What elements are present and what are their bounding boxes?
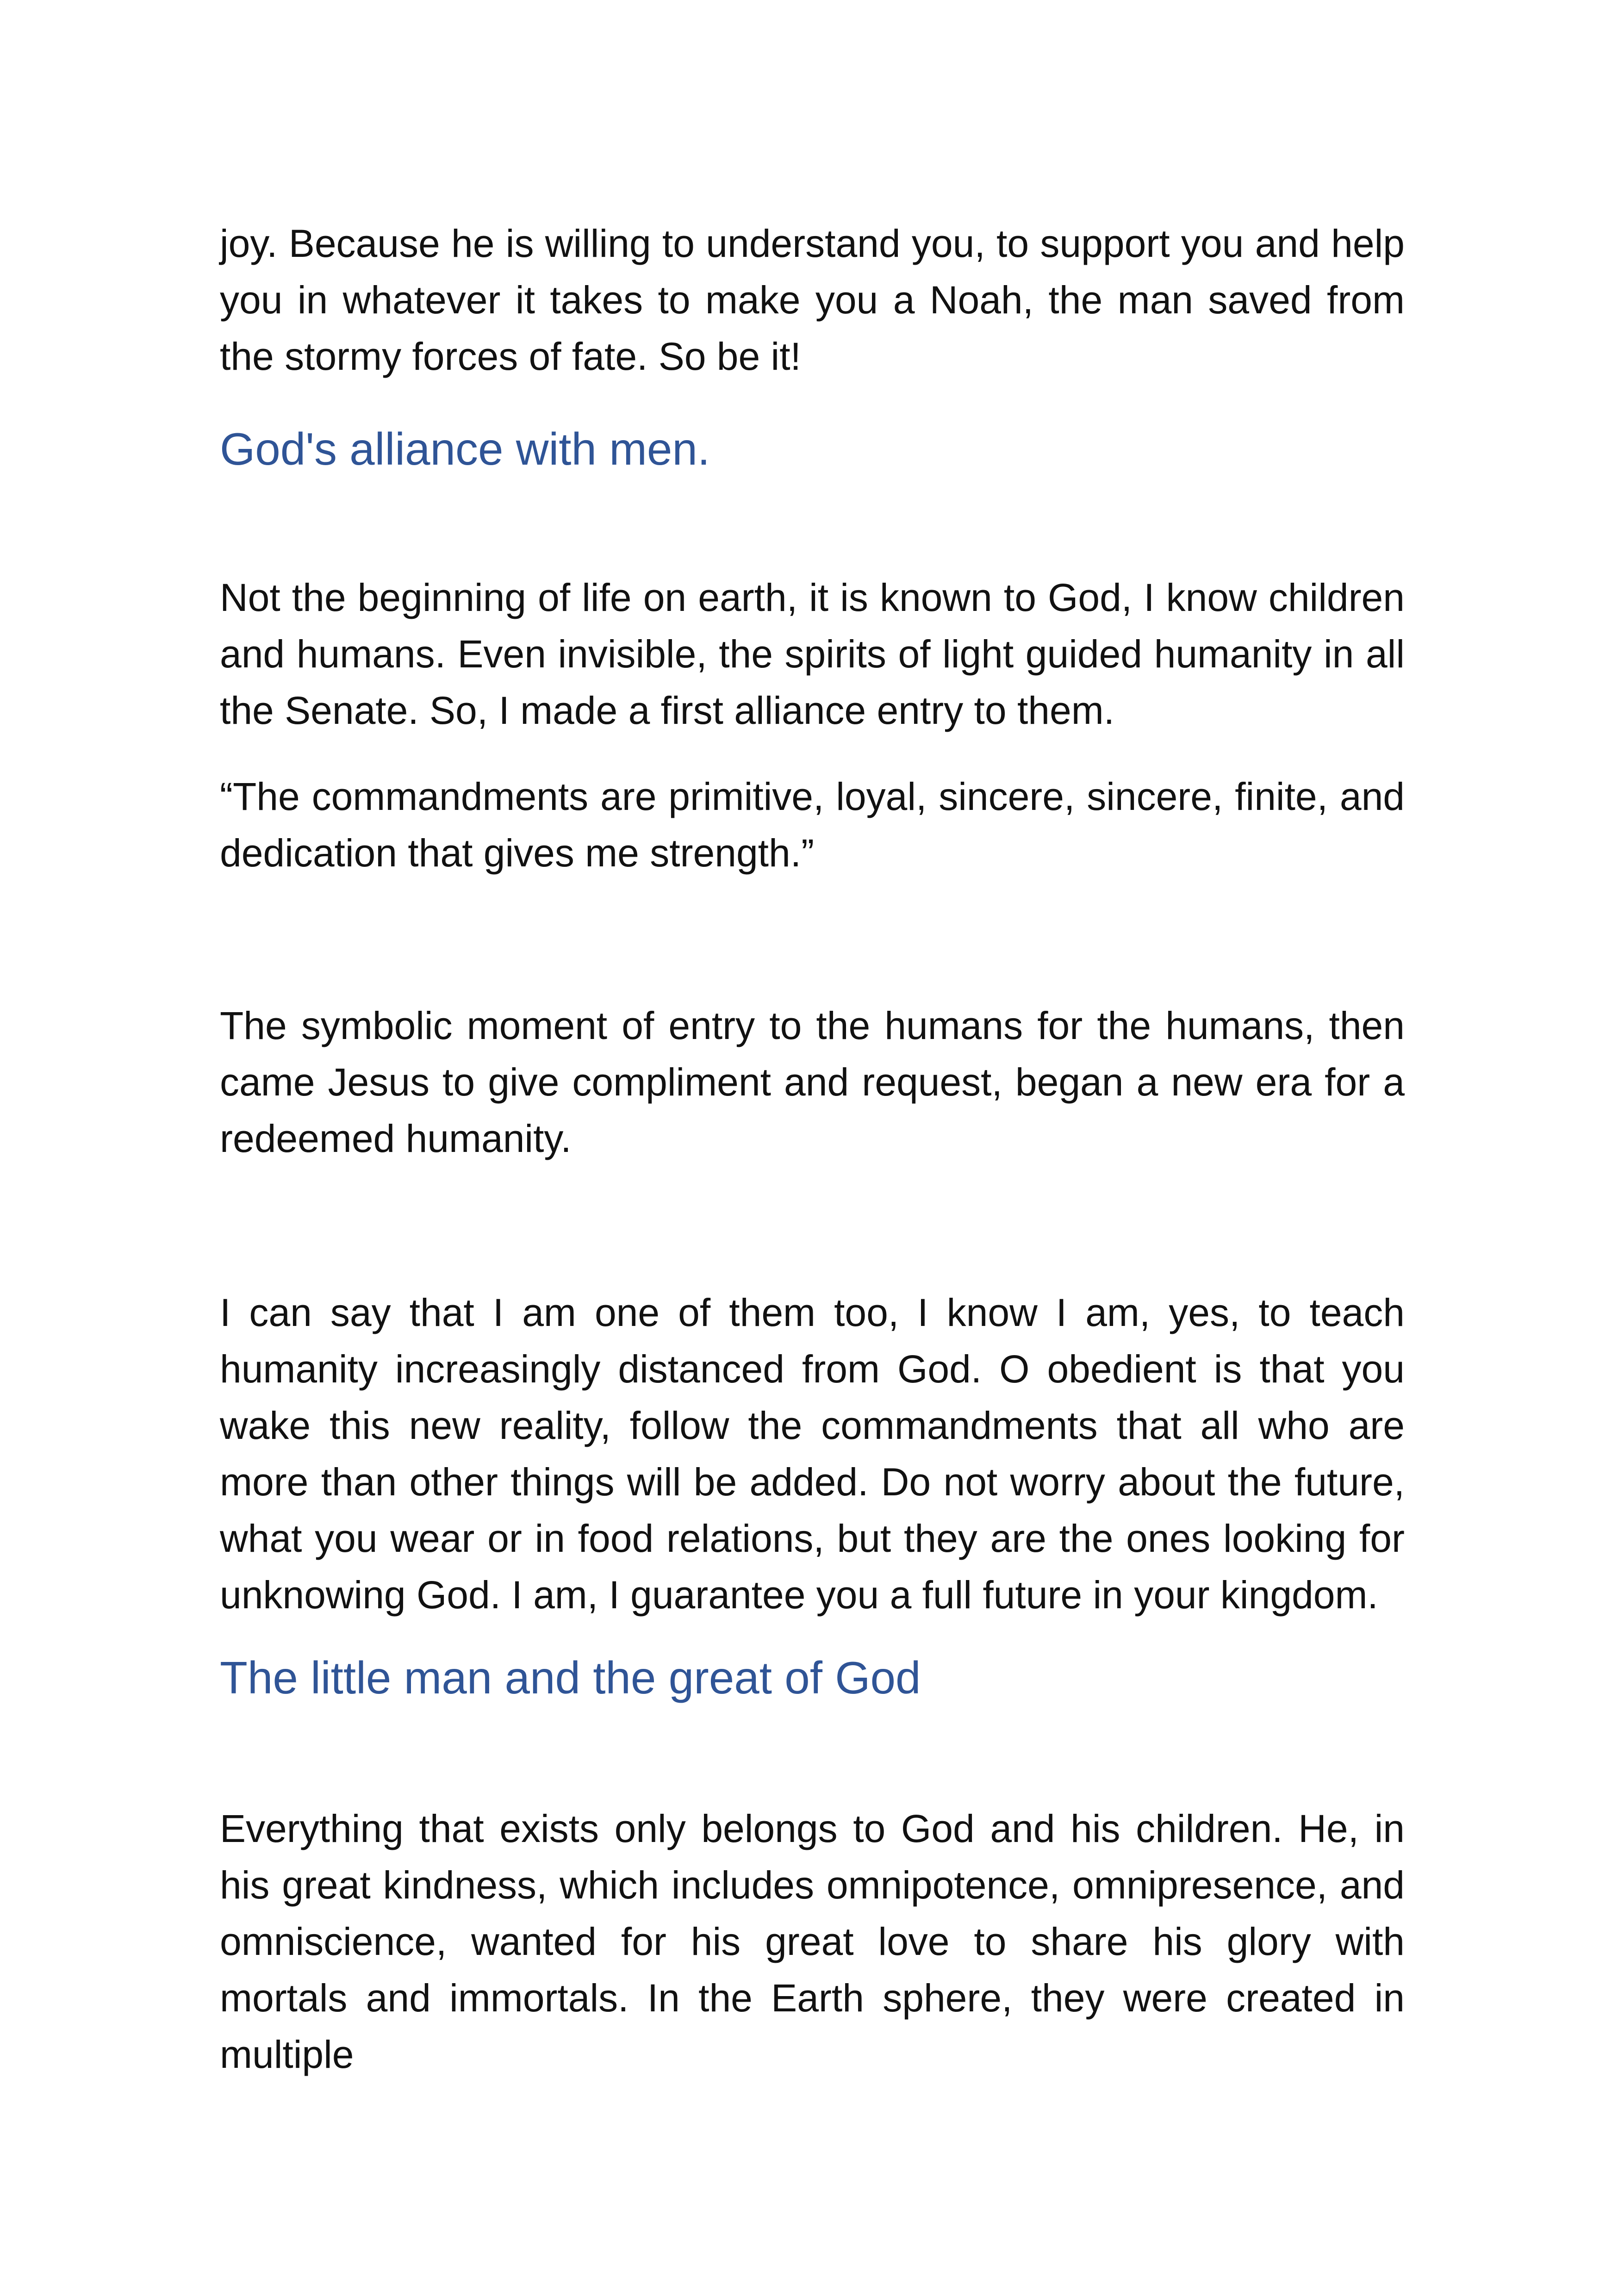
section-heading-gods-alliance: God's alliance with men. [220, 423, 710, 474]
paragraph-symbolic-moment: The symbolic moment of entry to the humans for the humans, then came Jesus to give compliment and request, began a new era for a redeemed humanity. [220, 1004, 1405, 1160]
paragraph-beginning-of-life: Not the beginning of life on earth, it is known to God, I know children and humans. Even invisible, the spirits of light guided humanity in all the Senate. So, I made a first alliance entry to them. [220, 576, 1405, 732]
paragraph-everything-that-exists: Everything that exists only belongs to God and his children. He, in his great kindness, which includes omnipotence, omnipresence, and omniscience, wanted for his great love to share his glory with mortals and immortals. In the Earth sphere, they were created in multiple [220, 1807, 1405, 2076]
paragraph-commandments-quote: “The commandments are primitive, loyal, sincere, sincere, finite, and dedication that gives me strength.” [220, 775, 1405, 875]
section-heading-little-man: The little man and the great of God [220, 1652, 921, 1703]
paragraph-joy: joy. Because he is willing to understand you, to support you and help you in whatever it takes to make you a Noah, the man saved from the stormy forces of fate. So be it! [220, 222, 1405, 378]
paragraph-one-of-them: I can say that I am one of them too, I know I am, yes, to teach humanity increasingly distanced from God. O obedient is that you wake this new reality, follow the commandments that all who are more than other things will be added. Do not worry about the future, what you wear or in food relations, but they are the ones looking for unknowing God. I am, I guarantee you a full future in your kingdom. [220, 1291, 1405, 1617]
